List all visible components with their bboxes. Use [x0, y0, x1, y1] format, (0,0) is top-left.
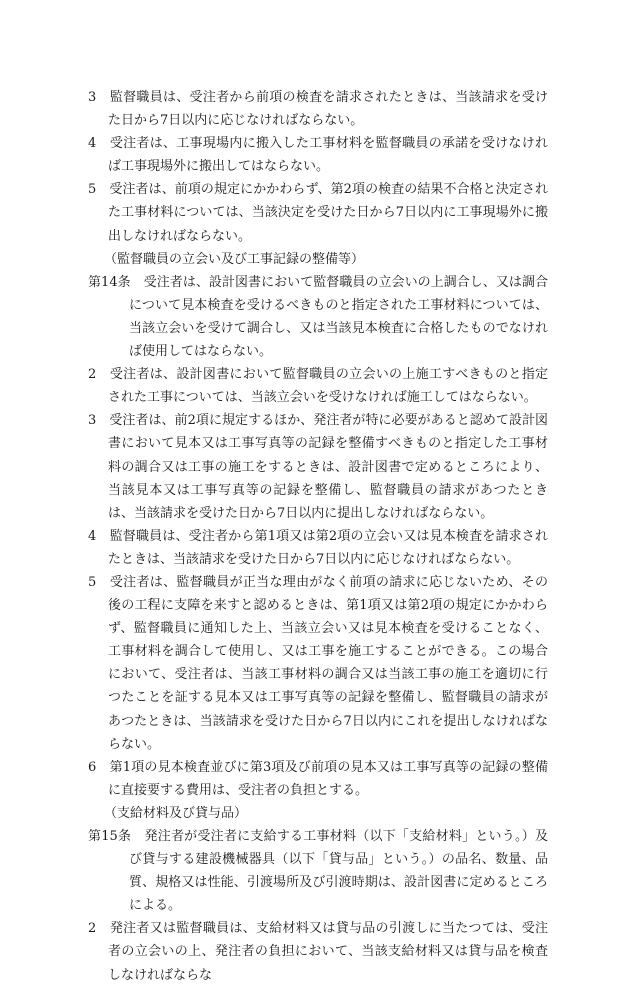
article-14-paragraph-4: 4 監督職員は、受注者から第1項又は第2項の立会い又は見本検査を請求されたときは、当該請求を受けた日から7日以内に応じなければならない。 — [88, 528, 548, 567]
article-15-caption: （支給材料及び貸与品） — [104, 805, 248, 821]
article-14-paragraph-6: 6 第1項の見本検査並びに第3項及び前項の見本又は工事写真等の記録の整備に直接要する費用は、受注者の負担とする。 — [88, 759, 548, 798]
article-14-paragraph-1: 第14条 受注者は、設計図書において監督職員の立会いの上調合し、又は調合について見本検査を受けるべきものと指定された工事材料については、当該立会いを受けて調合し、又は当該見本検査に合格したものでなければ使用してはならない。 — [88, 274, 548, 360]
article-14-paragraph-2: 2 受注者は、設計図書において監督職員の立会いの上施工すべきものと指定された工事については、当該立会いを受けなければ施工してはならない。 — [88, 367, 548, 406]
article-14-caption: （監督職員の立会い及び工事記録の整備等） — [104, 251, 365, 267]
article-13-paragraph-3: 3 監督職員は、受注者から前項の検査を請求されたときは、当該請求を受けた日から7日以内に応じなければならない。 — [88, 90, 548, 129]
article-13-paragraph-5: 5 受注者は、前項の規定にかかわらず、第2項の検査の結果不合格と決定された工事材料については、当該決定を受けた日から7日以内に工事現場外に搬出しなければならない。 — [88, 182, 548, 244]
article-14-paragraph-3: 3 受注者は、前2項に規定するほか、発注者が特に必要があると認めて設計図書において見本又は工事写真等の記録を整備すべきものと指定した工事材料の調合又は工事の施工をするときは、設計図書で定めるところにより、当該見本又は工事写真等の記録を整備し、監督職員の請求があつたときは、当該請求を受けた日から7日以内に提出しなければならない。 — [88, 413, 548, 521]
article-15-paragraph-2: 2 発注者又は監督職員は、支給材料又は貸与品の引渡しに当たつては、受注者の立会いの上、発注者の負担において、当該支給材料又は貸与品を検査しなければならな — [88, 921, 548, 983]
document-body — [88, 86, 548, 987]
article-14-paragraph-5: 5 受注者は、監督職員が正当な理由がなく前項の請求に応じないため、その後の工程に支障を来すと認めるときは、第1項又は第2項の規定にかかわらず、監督職員に通知した上、当該立会い又は見本検査を受けることなく、工事材料を調合して使用し、又は工事を施工することができる。この場合において、受注者は、当該工事材料の調合又は当該工事の施工を適切に行つたことを証する見本又は工事写真等の記録を整備し、監督職員の請求があつたときは、当該請求を受けた日から7日以内にこれを提出しなければならない。 — [88, 574, 548, 752]
article-15-paragraph-1: 第15条 発注者が受注者に支給する工事材料（以下「支給材料」という。）及び貸与する建設機械器具（以下「貸与品」という。）の品名、数量、品質、規格又は性能、引渡場所及び引渡時期は、設計図書に定めるところによる。 — [88, 829, 548, 914]
article-13-paragraph-4: 4 受注者は、工事現場内に搬入した工事材料を監督職員の承諾を受けなければ工事現場外に搬出してはならない。 — [88, 136, 548, 175]
